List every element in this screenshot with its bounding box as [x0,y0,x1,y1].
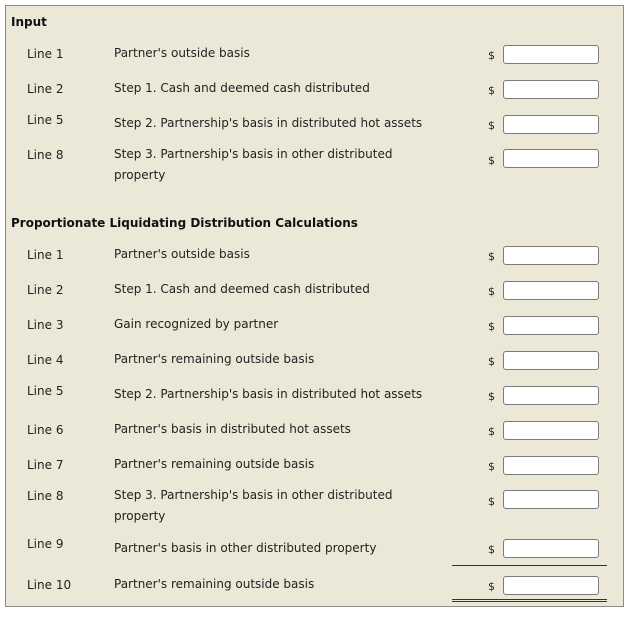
line-description: Partner's remaining outside basis [114,352,315,366]
line-description: Step 1. Cash and deemed cash distributed [114,282,370,296]
line-description: Step 1. Cash and deemed cash distributed [114,81,370,95]
dollar-sign: $ [488,285,495,298]
total-double-rule [452,599,607,602]
dollar-sign: $ [488,543,495,556]
line-label: Line 7 [27,458,64,472]
line-label: Line 8 [27,489,64,503]
calc-line-9-field[interactable] [503,539,599,558]
dollar-sign: $ [488,390,495,403]
dollar-sign: $ [488,460,495,473]
line-description: Step 2. Partnership's basis in distributed hot assets [114,116,423,130]
line-description: Step 2. Partnership's basis in distributed hot assets [114,387,423,401]
calc-line-8-field[interactable] [503,490,599,509]
line-description: Partner's remaining outside basis [114,577,315,591]
dollar-sign: $ [488,84,495,97]
line-description: Partner's basis in distributed hot assets [114,422,351,436]
dollar-sign: $ [488,154,495,167]
line-description: Partner's outside basis [114,46,250,60]
dollar-sign: $ [488,320,495,333]
dollar-sign: $ [488,119,495,132]
dollar-sign: $ [488,355,495,368]
line-label: Line 1 [27,47,64,61]
line-description: Step 3. Partnership's basis in other distributed property [114,147,393,182]
calc-line-10-field[interactable] [503,576,599,595]
dollar-sign: $ [488,49,495,62]
calc-line-2-field[interactable] [503,281,599,300]
calc-line-5-field[interactable] [503,386,599,405]
calc-line-7-field[interactable] [503,456,599,475]
calc-line-3-field[interactable] [503,316,599,335]
input-line-8-field[interactable] [503,149,599,168]
line-label: Line 1 [27,248,64,262]
line-label: Line 4 [27,353,64,367]
dollar-sign: $ [488,425,495,438]
dollar-sign: $ [488,580,495,593]
dollar-sign: $ [488,250,495,263]
line-label: Line 9 [27,537,64,551]
calc-line-1-field[interactable] [503,246,599,265]
line-label: Line 10 [27,578,72,592]
line-label: Line 5 [27,384,64,398]
line-label: Line 2 [27,82,64,96]
input-line-2-field[interactable] [503,80,599,99]
input-section-title: Input [11,15,47,29]
line-label: Line 5 [27,113,64,127]
line-label: Line 8 [27,148,64,162]
line-label: Line 6 [27,423,64,437]
line-description: Partner's basis in other distributed property [114,541,377,555]
line-description: Partner's remaining outside basis [114,457,315,471]
line-label: Line 2 [27,283,64,297]
calc-line-4-field[interactable] [503,351,599,370]
line-description: Step 3. Partnership's basis in other distributed property [114,488,393,523]
subtotal-rule [452,565,607,566]
calc-line-6-field[interactable] [503,421,599,440]
line-label: Line 3 [27,318,64,332]
dollar-sign: $ [488,495,495,508]
line-description: Gain recognized by partner [114,317,279,331]
input-line-1-field[interactable] [503,45,599,64]
line-description: Partner's outside basis [114,247,250,261]
calc-section-title: Proportionate Liquidating Distribution Calculations [11,216,358,230]
input-line-5-field[interactable] [503,115,599,134]
